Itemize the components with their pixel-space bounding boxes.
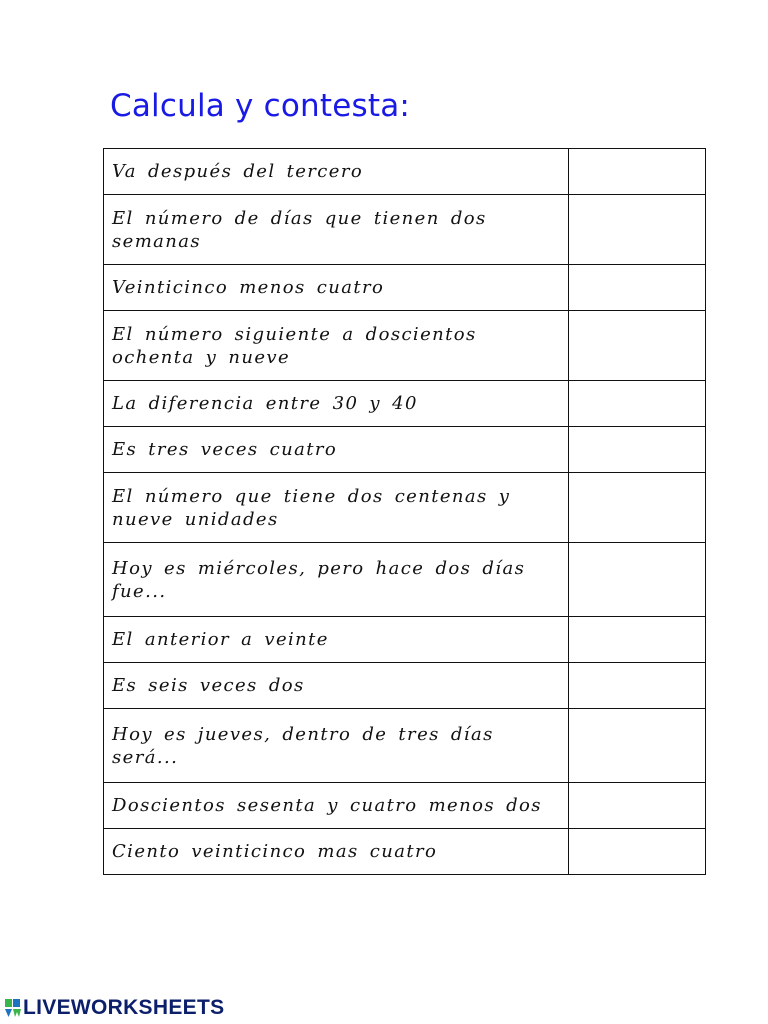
question-text: El número de días que tienen dos semanas [112,207,487,252]
question-cell [104,265,569,311]
question-text: Veinticinco menos cuatro [112,277,385,298]
question-cell [104,783,569,829]
answer-cell[interactable] [569,265,706,311]
table-row [104,149,706,195]
question-text: Ciento veinticinco mas cuatro [112,841,438,862]
table-row [104,311,706,381]
question-text: El número que tiene dos centenas y nueve unidades [112,485,511,530]
question-text: Hoy es jueves, dentro de tres días será... [112,723,494,768]
question-cell [104,473,569,543]
exercise-table [103,148,706,875]
question-text: Doscientos sesenta y cuatro menos dos [112,795,542,816]
answer-cell[interactable] [569,709,706,783]
question-text: Hoy es miércoles, pero hace dos días fue... [112,557,526,602]
question-text: El número siguiente a doscientos ochenta y nueve [112,323,477,368]
question-cell [104,311,569,381]
answer-cell[interactable] [569,149,706,195]
question-cell [104,381,569,427]
answer-cell[interactable] [569,381,706,427]
answer-cell[interactable] [569,663,706,709]
table-row [104,195,706,265]
liveworksheets-logo-icon [4,998,21,1018]
question-text: La diferencia entre 30 y 40 [112,393,418,414]
question-cell [104,709,569,783]
answer-cell[interactable] [569,473,706,543]
table-row [104,709,706,783]
question-cell [104,543,569,617]
question-cell [104,195,569,265]
question-cell [104,663,569,709]
table-row [104,473,706,543]
answer-cell[interactable] [569,783,706,829]
question-text: Es tres veces cuatro [112,439,338,460]
table-row [104,663,706,709]
question-cell [104,427,569,473]
table-row [104,829,706,875]
question-cell [104,149,569,195]
liveworksheets-footer[interactable] [4,996,224,1020]
question-cell [104,617,569,663]
table-row [104,783,706,829]
brand-name: LIVEWORKSHEETS [23,996,225,1019]
answer-cell[interactable] [569,311,706,381]
table-row [104,265,706,311]
question-text: Es seis veces dos [112,675,305,696]
question-cell [104,829,569,875]
table-row [104,427,706,473]
answer-cell[interactable] [569,427,706,473]
answer-cell[interactable] [569,617,706,663]
table-row [104,381,706,427]
answer-cell[interactable] [569,543,706,617]
answer-cell[interactable] [569,829,706,875]
question-text: El anterior a veinte [112,629,329,650]
answer-cell[interactable] [569,195,706,265]
table-row [104,617,706,663]
worksheet-title: Calcula y contesta: [110,88,411,124]
question-text: Va después del tercero [112,161,364,182]
table-row [104,543,706,617]
